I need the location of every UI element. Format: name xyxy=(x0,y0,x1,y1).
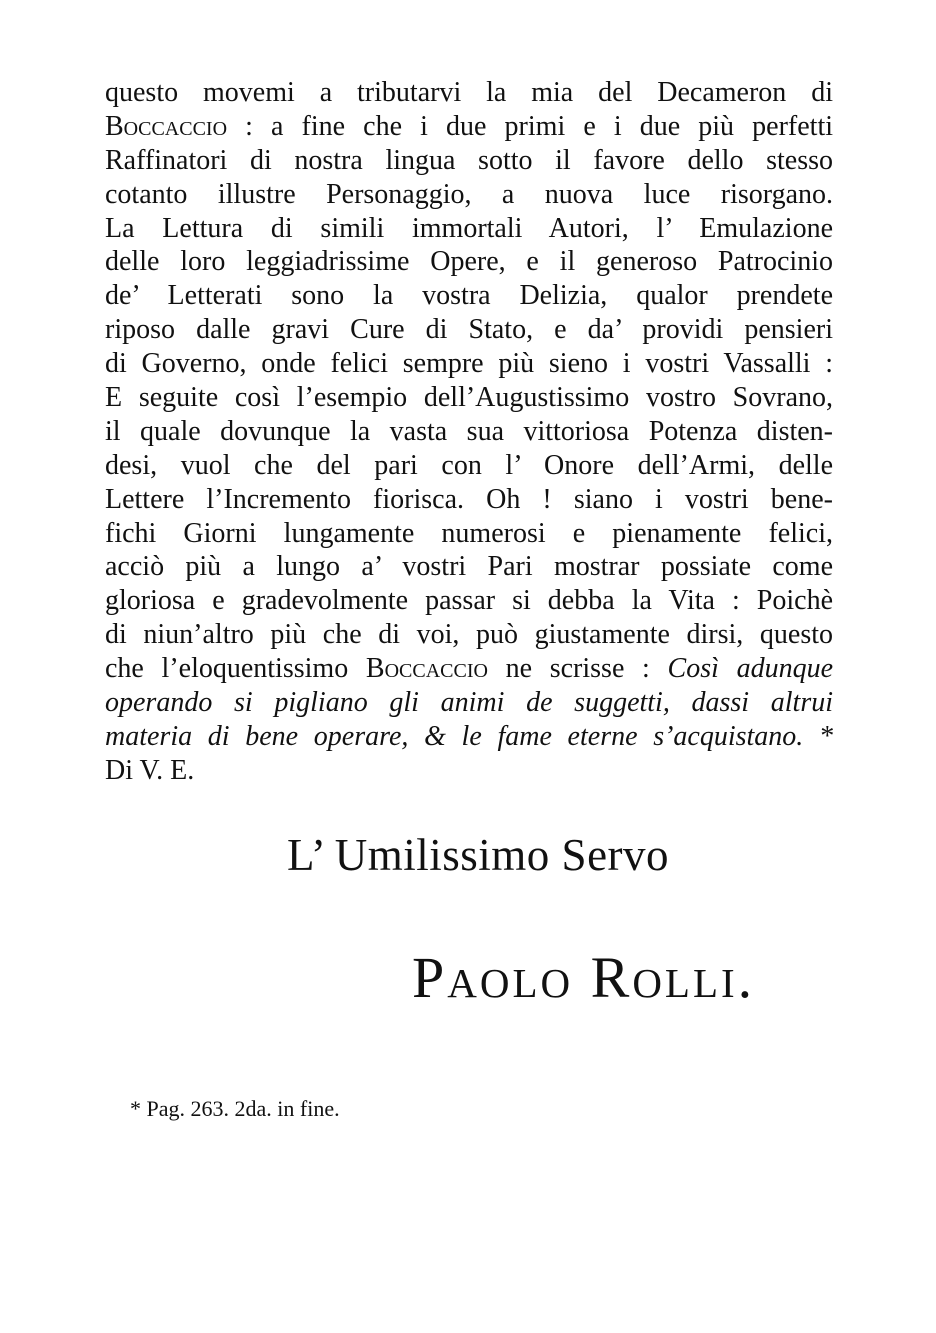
text-line: il quale dovunque la vasta sua vittoriosa Potenza disten- xyxy=(105,415,833,447)
text-line: La Lettura di simili immortali Autori, l’ Emulazione xyxy=(105,212,833,244)
text-line: Lettere l’Incremento fiorisca. Oh ! siano i vostri bene- xyxy=(105,483,833,515)
text-line: di niun’altro più che di voi, può giustamente dirsi, questo xyxy=(105,619,833,651)
text-line: E seguite così l’esempio dell’Augustissimo vostro Sovrano, xyxy=(105,382,833,414)
dedication-text xyxy=(105,76,833,788)
text-line: di Governo, onde felici sempre più sieno i vostri Vassalli : xyxy=(105,348,833,380)
text-line: fichi Giorni lungamente numerosi e pienamente felici, xyxy=(105,517,833,549)
text-line: gloriosa e gradevolmente passar si debba la Vita : Poichè xyxy=(105,585,833,617)
author-name-boccaccio: Boccaccio xyxy=(105,110,228,142)
quotation-line: materia di bene operare, & le fame eterne s’acquistano. * xyxy=(105,720,833,752)
author-signature: Paolo Rolli. xyxy=(412,945,756,1010)
salutation-line: Di V. E. xyxy=(105,754,195,786)
text-line: acciò più a lungo a’ vostri Pari mostrar possiate come xyxy=(105,551,833,583)
text-line: riposo dalle gravi Cure di Stato, e da’ providi pensieri xyxy=(105,314,833,346)
quotation-start: Così adunque xyxy=(667,653,833,685)
text-line: Raffinatori di nostra lingua sotto il favore dello stesso xyxy=(105,144,833,176)
text-line: Boccaccio : a fine che i due primi e i due più perfetti xyxy=(105,110,833,142)
author-name-boccaccio: Boccaccio xyxy=(365,653,488,685)
quotation-line: operando si pigliano gli animi de suggetti, dassi altrui xyxy=(105,687,833,719)
text-line: delle loro leggiadrissime Opere, e il generoso Patrocinio xyxy=(105,246,833,278)
text-line: desi, vuol che del pari con l’ Onore dell’Armi, delle xyxy=(105,449,833,481)
text-line: de’ Letterati sono la vostra Delizia, qualor prendete xyxy=(105,280,833,312)
text-line: che l’eloquentissimo Boccaccio ne scrisse : Così adunque xyxy=(105,653,833,685)
footnote: * Pag. 263. 2da. in fine. xyxy=(130,1096,340,1121)
closing-signoff: L’ Umilissimo Servo xyxy=(287,830,670,880)
text-line: cotanto illustre Personaggio, a nuova luce risorgano. xyxy=(105,178,833,210)
text-line: questo movemi a tributarvi la mia del Decameron di xyxy=(105,77,833,108)
